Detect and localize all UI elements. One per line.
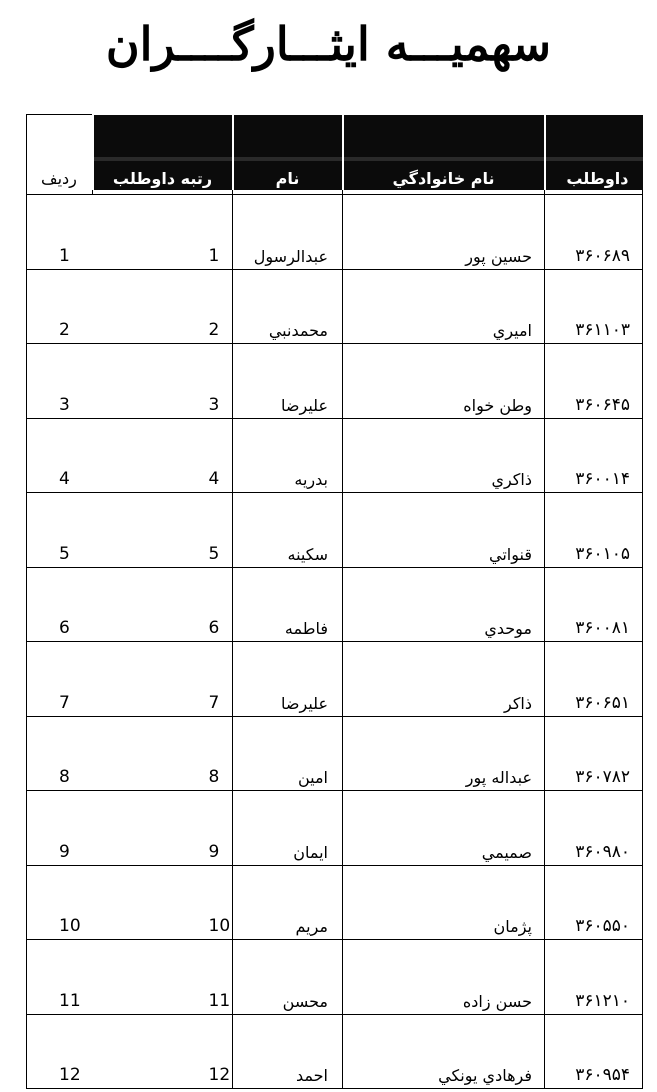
family-name-cell: صميمي bbox=[343, 791, 545, 866]
row-number-cell: 1 bbox=[27, 195, 93, 270]
row-number-cell: 9 bbox=[27, 791, 93, 866]
rank-cell: 5 bbox=[93, 493, 233, 568]
rank-cell: 3 bbox=[93, 344, 233, 419]
table-row bbox=[27, 865, 643, 940]
rank-cell: 1 bbox=[93, 195, 233, 270]
table-row bbox=[27, 1014, 643, 1089]
applicant-id-cell: ۳۶۰۹۸۰ bbox=[545, 791, 643, 866]
first-name-cell: عبدالرسول bbox=[233, 195, 343, 270]
applicant-id-cell: ۳۶۱۱۰۳ bbox=[545, 269, 643, 344]
first-name-cell: عليرضا bbox=[233, 642, 343, 717]
first-name-cell: محسن bbox=[233, 940, 343, 1015]
applicant-id-cell: ۳۶۰۱۰۵ bbox=[545, 493, 643, 568]
row-number-cell: 4 bbox=[27, 418, 93, 493]
table-header-row bbox=[27, 115, 643, 190]
row-number-cell: 2 bbox=[27, 269, 93, 344]
header-first-name: نام bbox=[233, 115, 343, 190]
applicant-id-cell: ۳۶۱۲۱۰ bbox=[545, 940, 643, 1015]
row-number-cell: 10 bbox=[27, 865, 93, 940]
table-row bbox=[27, 344, 643, 419]
first-name-cell: بدريه bbox=[233, 418, 343, 493]
table-row bbox=[27, 791, 643, 866]
applicant-id-cell: ۳۶۰۶۴۵ bbox=[545, 344, 643, 419]
applicant-id-cell: ۳۶۰۹۵۴ bbox=[545, 1014, 643, 1089]
first-name-cell: سكينه bbox=[233, 493, 343, 568]
family-name-cell: حسين پور bbox=[343, 195, 545, 270]
row-number-cell: 8 bbox=[27, 716, 93, 791]
table-row bbox=[27, 493, 643, 568]
family-name-cell: اميري bbox=[343, 269, 545, 344]
applicant-id-cell: ۳۶۰۶۵۱ bbox=[545, 642, 643, 717]
family-name-cell: حسن زاده bbox=[343, 940, 545, 1015]
header-rank: رتبه داوطلب bbox=[93, 115, 233, 190]
rank-cell: 8 bbox=[93, 716, 233, 791]
row-number-cell: 6 bbox=[27, 567, 93, 642]
first-name-cell: احمد bbox=[233, 1014, 343, 1089]
first-name-cell: ايمان bbox=[233, 791, 343, 866]
family-name-cell: قنواتي bbox=[343, 493, 545, 568]
header-family-name: نام خانوادگي bbox=[343, 115, 545, 190]
first-name-cell: مريم bbox=[233, 865, 343, 940]
applicant-id-cell: ۳۶۰۰۱۴ bbox=[545, 418, 643, 493]
header-row-number: رديف bbox=[27, 115, 93, 190]
row-number-cell: 3 bbox=[27, 344, 93, 419]
family-name-cell: ذاكر bbox=[343, 642, 545, 717]
row-number-cell: 11 bbox=[27, 940, 93, 1015]
header-applicant: داوطلب bbox=[545, 115, 643, 190]
results-table bbox=[26, 114, 643, 1089]
rank-cell: 10 bbox=[93, 865, 233, 940]
applicant-id-cell: ۳۶۰۵۵۰ bbox=[545, 865, 643, 940]
rank-cell: 9 bbox=[93, 791, 233, 866]
rank-cell: 7 bbox=[93, 642, 233, 717]
first-name-cell: محمدنبي bbox=[233, 269, 343, 344]
family-name-cell: عبداله پور bbox=[343, 716, 545, 791]
family-name-cell: فرهادي يونكي bbox=[343, 1014, 545, 1089]
table-body bbox=[27, 195, 643, 1089]
table-row bbox=[27, 567, 643, 642]
table-row bbox=[27, 195, 643, 270]
row-number-cell: 12 bbox=[27, 1014, 93, 1089]
family-name-cell: موحدي bbox=[343, 567, 545, 642]
applicant-id-cell: ۳۶۰۶۸۹ bbox=[545, 195, 643, 270]
table-row bbox=[27, 269, 643, 344]
row-number-cell: 5 bbox=[27, 493, 93, 568]
applicant-id-cell: ۳۶۰۰۸۱ bbox=[545, 567, 643, 642]
table-row bbox=[27, 716, 643, 791]
family-name-cell: پژمان bbox=[343, 865, 545, 940]
table-row bbox=[27, 940, 643, 1015]
family-name-cell: ذاكري bbox=[343, 418, 545, 493]
row-number-cell: 7 bbox=[27, 642, 93, 717]
rank-cell: 4 bbox=[93, 418, 233, 493]
first-name-cell: عليرضا bbox=[233, 344, 343, 419]
first-name-cell: فاطمه bbox=[233, 567, 343, 642]
family-name-cell: وطن خواه bbox=[343, 344, 545, 419]
first-name-cell: امين bbox=[233, 716, 343, 791]
rank-cell: 2 bbox=[93, 269, 233, 344]
table-row bbox=[27, 418, 643, 493]
rank-cell: 12 bbox=[93, 1014, 233, 1089]
rank-cell: 6 bbox=[93, 567, 233, 642]
page-title: سهميـــه ايثـــارگــــران bbox=[105, 17, 552, 71]
rank-cell: 11 bbox=[93, 940, 233, 1015]
applicant-id-cell: ۳۶۰۷۸۲ bbox=[545, 716, 643, 791]
table-row bbox=[27, 642, 643, 717]
